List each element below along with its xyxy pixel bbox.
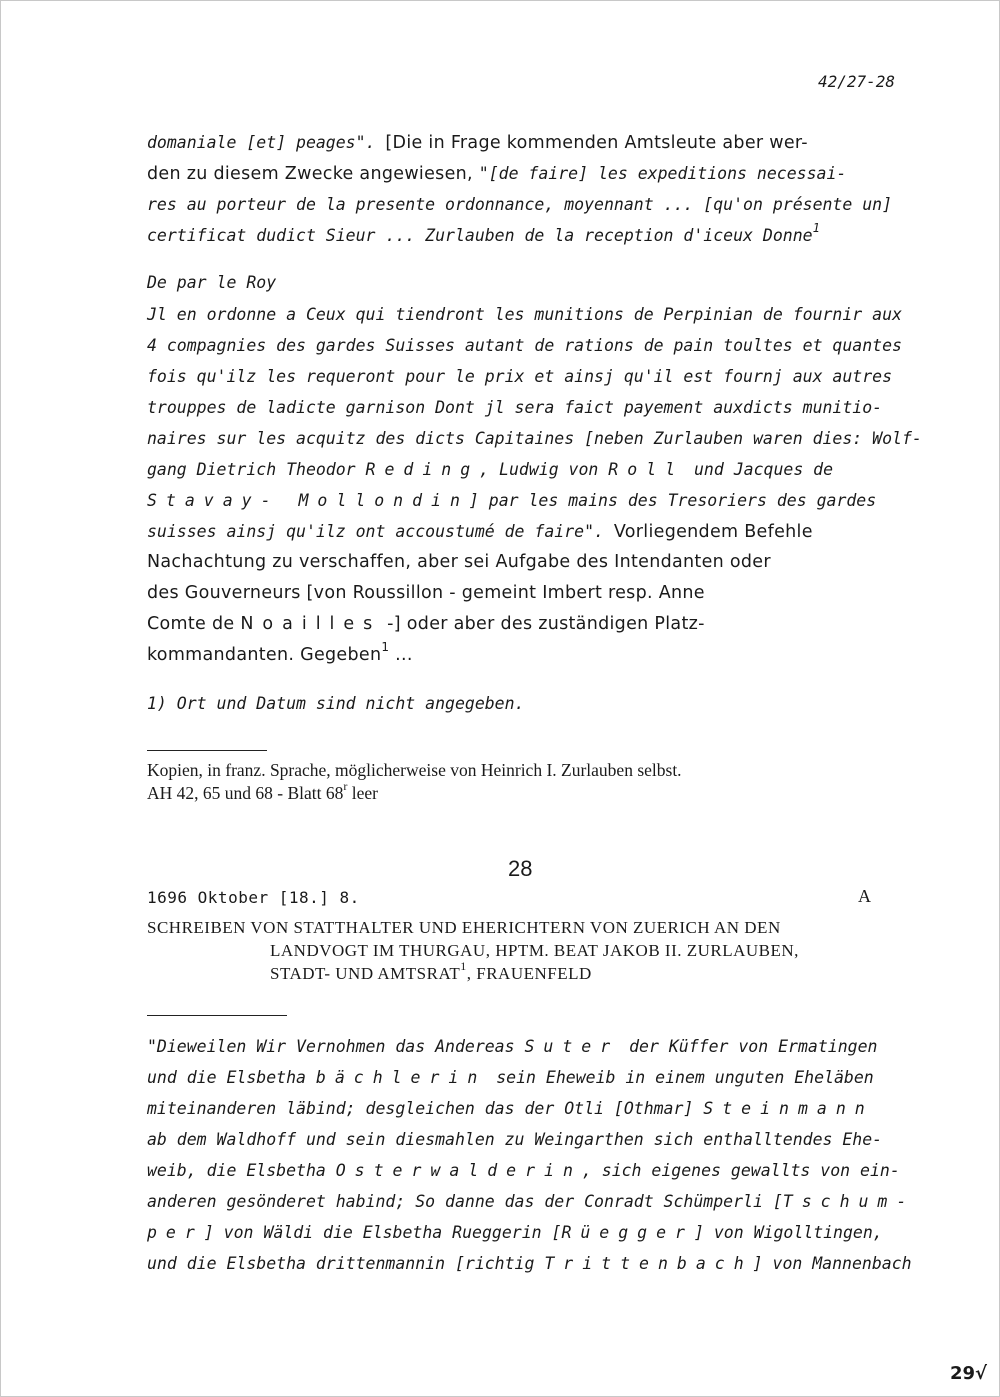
line [147,1155,937,1186]
line [147,609,937,640]
spaced-name: Trittenbach [544,1254,753,1273]
source-text: leer [347,783,378,803]
roman-text: den zu diesem Zwecke angewiesen, [147,164,479,184]
roman-text: -] oder aber des zuständigen Platz- [381,614,705,634]
document-title-line2: LANDVOGT IM THURGAU, HPTM. BEAT JAKOB II. ZURLAUBEN, [270,941,799,960]
spaced-name: Reding [365,460,480,479]
spaced-name: Tschum- [782,1192,916,1211]
italic-text: gang Dietrich Theodor [147,460,366,479]
document-title-line1: SCHREIBEN VON STATTHALTER UND EHERICHTERN VON ZUERICH AN DEN [147,918,781,937]
paragraph-decree-body [147,299,937,671]
line: des Gouverneurs [von Roussillon - gemeint Imbert resp. Anne [147,583,705,603]
italic-quote: "[de faire] les expeditions necessai- [478,164,847,183]
italic-quote: certificat dudict Sieur ... Zurlauben de la reception d'iceux Donne [147,226,813,245]
line [147,516,937,547]
italic-quote: domaniale [et] peages". [147,133,386,152]
line [147,1031,937,1062]
line: Nachachtung zu verschaffen, aber sei Aufgabe des Intendanten oder [147,552,771,572]
line: De par le Roy [147,273,277,292]
italic-quote: suisses ainsj qu'ilz ont accoustumé de faire". [147,522,614,541]
line [147,1186,937,1217]
footnote: 1) Ort und Datum sind nicht angegeben. [147,694,525,713]
line [147,485,937,516]
line: fois qu'ilz les requeront pour le prix et ainsj qu'il est fournj aux autres [147,367,893,386]
title-text: STADT- UND AMTSRAT [270,964,461,983]
spaced-name: Roll [608,460,685,479]
italic-text: sein Eheweib in einem unguten Eheläben [486,1068,874,1087]
roman-text: ... [389,645,413,665]
italic-text: , sich eigenes gewallts von ein- [581,1161,900,1180]
roman-text: [Die in Frage kommenden Amtsleute aber wer- [385,133,808,153]
source-note-line1: Kopien, in franz. Sprache, möglicherweise von Heinrich I. Zurlauben selbst. [147,760,682,780]
line [147,127,937,158]
italic-text: weib, die Elsbetha [147,1161,336,1180]
spaced-name: Stavay- Mollondin [147,491,469,510]
title-text: , FRAUENFELD [466,964,592,983]
spaced-name: per [147,1223,204,1242]
line: Jl en ordonne a Ceux qui tiendront les munitions de Perpinian de fournir aux [147,305,902,324]
line [147,1062,937,1093]
line [147,220,937,251]
page-number: 42/27-28 [818,72,896,91]
italic-text: und die Elsbetha [147,1068,316,1087]
spaced-name: bächlerin [315,1068,487,1087]
line [147,454,937,485]
spaced-name: Rüegger [561,1223,694,1242]
footnote-divider [147,750,267,751]
title-divider [147,1015,287,1016]
italic-text: miteinanderen läbind; desgleichen das der Otli [Othmar] [147,1099,704,1118]
italic-text: ] von Mannenbach [752,1254,912,1273]
italic-text: "Dieweilen Wir Vernohmen das Andereas [147,1037,525,1056]
line [147,1093,937,1124]
handwritten-page-mark: 29√ [950,1363,988,1384]
line [147,1217,937,1248]
italic-text: und die Elsbetha drittenmannin [richtig [147,1254,545,1273]
italic-text: und Jacques de [684,460,834,479]
italic-text: ] von Wigolltingen, [693,1223,883,1242]
italic-text: der Küffer von Ermatingen [619,1037,878,1056]
paragraph-decree [147,267,937,298]
italic-text: ] von Wäldi die Elsbetha Rueggerin [ [203,1223,562,1242]
line: 4 compagnies des gardes Suisses autant de rations de pain toultes et quantes [147,336,902,355]
line: naires sur les acquitz des dicts Capitaines [neben Zurlauben waren dies: Wolf- [147,429,922,448]
italic-text: , Ludwig von [479,460,609,479]
spaced-name: Suter [524,1037,620,1056]
italic-text: anderen gesönderet habind; So danne das der Conradt Schümperli [ [147,1192,783,1211]
spaced-name: Steinmann [703,1099,874,1118]
line [147,640,937,671]
document-title-line3 [270,959,592,984]
source-text: AH 42, 65 und 68 - Blatt 68 [147,783,344,803]
paragraph-letter [147,1031,937,1279]
roman-text: Vorliegendem Befehle [613,522,813,542]
footnote-ref: 1 [812,221,820,235]
spaced-name: Noailles [240,614,382,634]
italic-text: ] par les mains des Tresoriers des gardes [468,491,877,510]
spaced-name: Osterwalderin [335,1161,582,1180]
document-number: 28 [508,856,533,881]
roman-text: Comte de [147,614,241,634]
document-date: 1696 Oktober [18.] 8. [147,888,360,907]
source-note-line2 [147,779,378,804]
footnote-ref: r [343,779,348,793]
line: ab dem Waldhoff und sein diesmahlen zu Weingarthen sich enthalltendes Ehe- [147,1130,883,1149]
line: res au porteur de la presente ordonnance, moyennant ... [qu'on présente un] [147,195,893,214]
line: trouppes de ladicte garnison Dont jl sera faict payement auxdicts munitio- [147,398,883,417]
footnote-ref: 1 [460,959,467,973]
roman-text: kommandanten. Gegeben [147,645,382,665]
line [147,1248,937,1279]
paragraph-intro [147,127,937,251]
line [147,158,937,189]
footnote-ref: 1 [381,640,390,654]
document-mark: A [858,886,872,906]
